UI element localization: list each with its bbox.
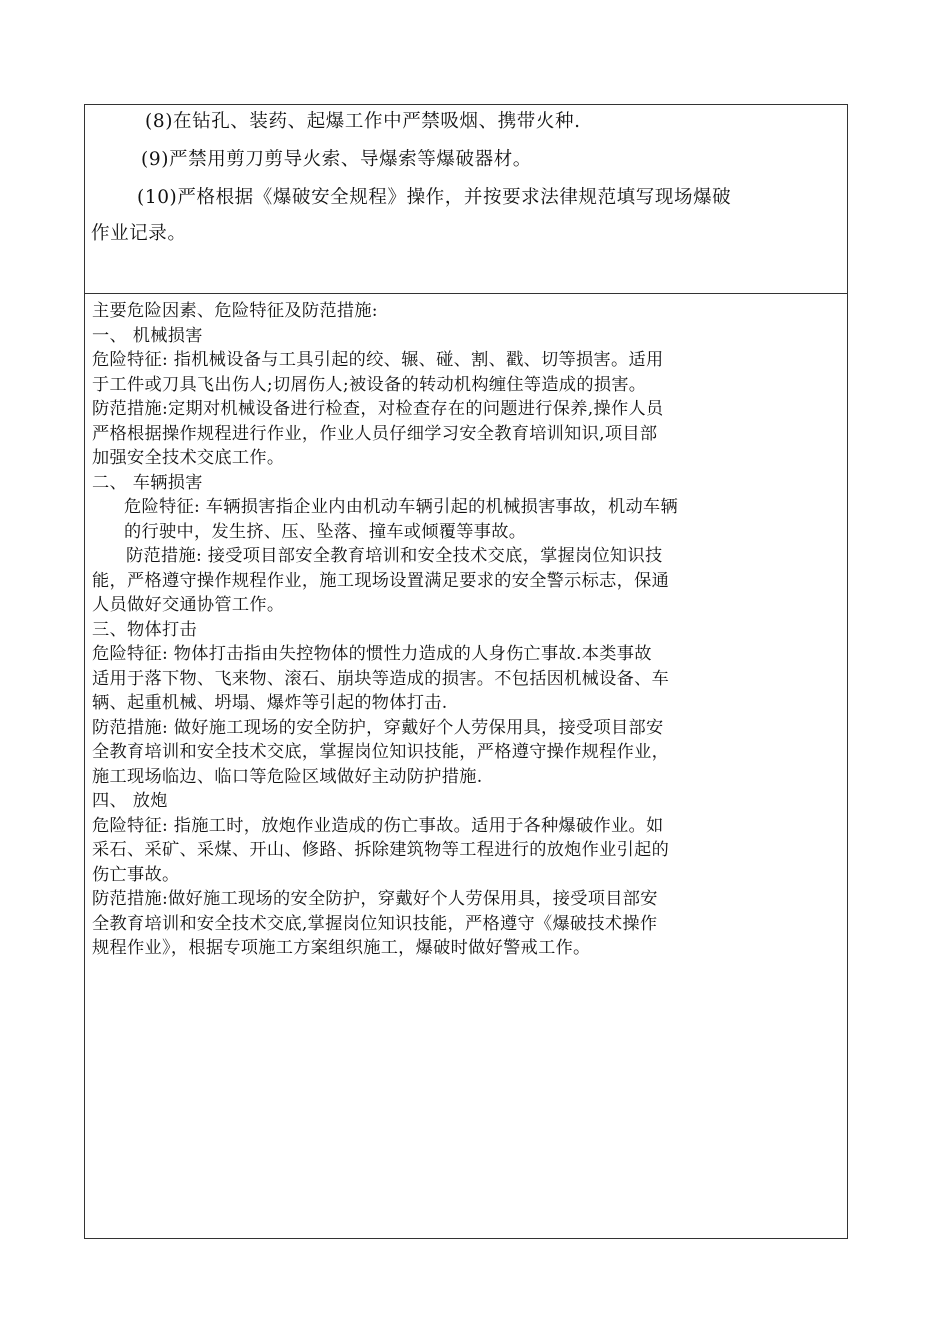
table-cell-top	[85, 105, 847, 294]
text-line: 严格根据操作规程进行作业，作业人员仔细学习安全教育培训知识,项目部	[92, 423, 658, 444]
item-10-line-1: (10)严格根据《爆破安全规程》操作，并按要求法律规范填写现场爆破	[137, 187, 732, 208]
text-line: 全教育培训和安全技术交底,掌握岗位知识技能，严格遵守《爆破技术操作	[92, 913, 658, 934]
section-4-title: 四、 放炮	[92, 791, 168, 811]
hazard-text-block	[92, 299, 843, 961]
text-line: 伤亡事故。	[92, 864, 180, 885]
text-line: 规程作业》，根据专项施工方案组织施工，爆破时做好警戒工作。	[92, 938, 591, 958]
text-line: 危险特征: 物体打击指由失控物体的惯性力造成的人身伤亡事故.本类事故	[92, 644, 652, 664]
text-line: 适用于落下物、飞来物、滚石、崩块等造成的损害。不包括因机械设备、车	[92, 668, 670, 689]
hazard-heading: 主要危险因素、危险特征及防范措施:	[92, 301, 378, 321]
section-3-title: 三、物体打击	[92, 619, 197, 640]
text-line: 采石、采矿、采煤、开山、修路、拆除建筑物等工程进行的放炮作业引起的	[92, 840, 670, 860]
section-1-title: 一、 机械损害	[92, 325, 203, 346]
text-line: 防范措施:做好施工现场的安全防护，穿戴好个人劳保用具，接受项目部安	[92, 889, 658, 909]
text-line: 能，严格遵守操作规程作业，施工现场设置满足要求的安全警示标志，保通	[92, 570, 670, 591]
text-line: 全教育培训和安全技术交底，掌握岗位知识技能，严格遵守操作规程作业，	[92, 742, 670, 762]
text-line: 的行驶中，发生挤、压、坠落、撞车或倾覆等事故。	[124, 521, 527, 542]
section-2-title: 二、 车辆损害	[92, 472, 203, 493]
text-line: 人员做好交通协管工作。	[92, 595, 285, 615]
text-line: 防范措施: 接受项目部安全教育培训和安全技术交底，掌握岗位知识技	[126, 546, 663, 566]
text-line: 施工现场临边、临口等危险区域做好主动防护措施.	[92, 766, 483, 787]
text-line: 辆、起重机械、坍塌、爆炸等引起的物体打击.	[92, 693, 448, 713]
item-9: (9)严禁用剪刀剪导火索、导爆索等爆破器材。	[141, 149, 532, 170]
text-line: 危险特征: 指施工时，放炮作业造成的伤亡事故。适用于各种爆破作业。如	[92, 815, 664, 836]
text-line: 危险特征: 车辆损害指企业内由机动车辆引起的机械损害事故，机动车辆	[124, 497, 678, 517]
item-10-line-2: 作业记录。	[91, 223, 187, 244]
table-cell-bottom	[85, 294, 847, 1238]
text-line: 防范措施: 做好施工现场的安全防护，穿戴好个人劳保用具，接受项目部安	[92, 717, 664, 738]
text-line: 危险特征: 指机械设备与工具引起的绞、辗、碰、割、戳、切等损害。适用	[92, 350, 664, 370]
document-table	[84, 104, 848, 1239]
text-line: 加强安全技术交底工作。	[92, 448, 285, 468]
text-line: 于工件或刀具飞出伤人;切屑伤人;被设备的转动机构缠住等造成的损害。	[92, 374, 647, 395]
text-line: 防范措施:定期对机械设备进行检查，对检查存在的问题进行保养,操作人员	[92, 399, 664, 419]
item-8: (8)在钻孔、装药、起爆工作中严禁吸烟、携带火种.	[145, 111, 581, 132]
